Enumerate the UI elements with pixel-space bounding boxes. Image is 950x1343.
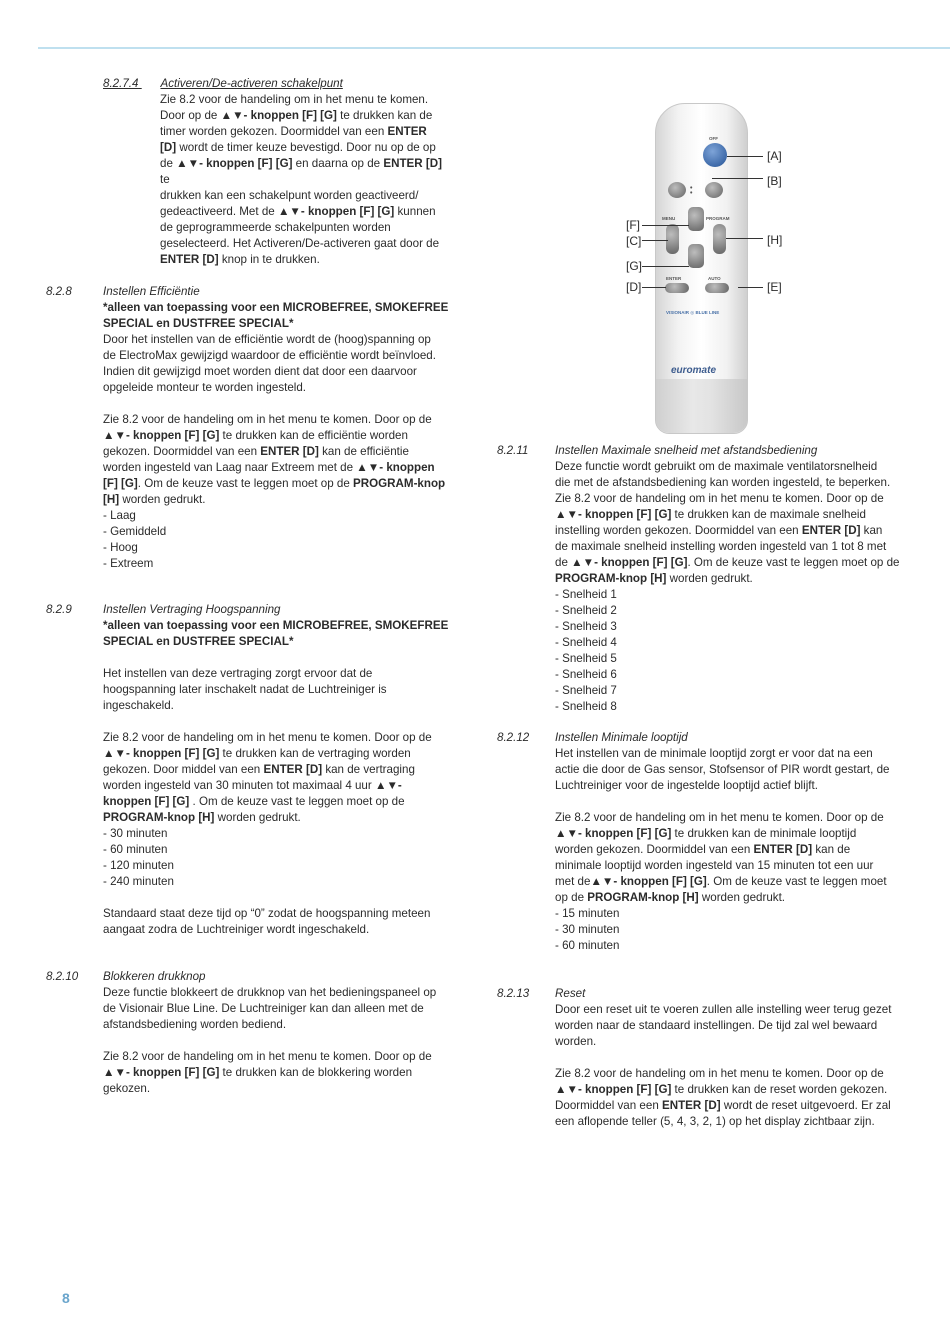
text-run: - Snelheid 2: [555, 604, 617, 617]
text-line: [555, 874, 917, 890]
text-run: - 240 minuten: [103, 875, 174, 888]
text-run: te drukken kan de minimale looptijd: [671, 827, 857, 840]
text-line: [555, 1114, 917, 1130]
off-button-a: [703, 143, 727, 167]
text-run: - Snelheid 5: [555, 652, 617, 665]
text-run: kan de vertraging: [322, 763, 415, 776]
text-run: *alleen van toepassing voor een MICROBEFREE, SMOKEFREE: [103, 301, 449, 314]
callout-label-c: [C]: [626, 234, 642, 248]
text-run: actie die door de Gas sensor, Stofsensor of PIR wordt gestart, de: [555, 763, 890, 776]
text-run: aangaat zodra de Luchtreiniger wordt ingeschakeld.: [103, 923, 370, 936]
text-run: PROGRAM-knop [H]: [103, 811, 215, 824]
text-line: [555, 475, 917, 491]
text-line: [160, 108, 453, 124]
text-line: [555, 794, 917, 810]
text-run: de: [160, 157, 177, 170]
text-run: Het instellen van de minimale looptijd zorgt er voor dat na een: [555, 747, 873, 760]
text-line: [160, 92, 453, 108]
callout-line-c: [642, 240, 668, 241]
section-heading: [103, 76, 453, 92]
text-run: Door op de: [160, 109, 221, 122]
text-run: instelling worden gekozen. Doormiddel van een: [555, 524, 802, 537]
text-run: ▲▼- knoppen [F] [G]: [590, 875, 707, 888]
section-number: 8.2.7.4: [103, 77, 139, 90]
text-line: [103, 476, 466, 492]
text-run: worden ingesteld van 30 minuten tot maximaal 4 uur: [103, 779, 375, 792]
section-number: 8.2.13: [497, 987, 530, 1000]
text-line: [103, 1065, 466, 1081]
text-run: SPECIAL en DUSTFREE SPECIAL*: [103, 635, 294, 648]
text-run: timer worden gekozen. Doormiddel van een: [160, 125, 388, 138]
text-line: [103, 618, 466, 634]
text-run: hoogspanning later inschakelt nadat de Luchtreiniger is: [103, 683, 387, 696]
text-run: ▲▼- knoppen [F] [G]: [103, 429, 220, 442]
off-label: OFF: [709, 136, 718, 141]
menu-label: MENU: [662, 216, 676, 221]
text-run: te: [160, 173, 170, 186]
text-line: [555, 635, 917, 651]
text-run: ▲▼- knoppen [F] [G]: [277, 205, 395, 218]
text-line: [555, 762, 917, 778]
callout-line-b: [712, 178, 763, 179]
text-line: [555, 459, 917, 475]
text-run: kan de: [812, 843, 851, 856]
section-8-2-13: [497, 986, 917, 1130]
text-line: [555, 890, 917, 906]
text-line: [103, 906, 466, 922]
text-line: [160, 140, 453, 156]
text-run: ▲▼- knoppen [F] [G]: [220, 109, 337, 122]
text-line: [103, 444, 466, 460]
text-line: [103, 730, 466, 746]
text-run: ENTER [D]: [753, 843, 813, 856]
text-line: [103, 300, 466, 316]
text-run: de: [555, 556, 572, 569]
text-run: gedeactiveerd. Met de: [160, 205, 278, 218]
text-run: een aflopende teller (5, 4, 3, 2, 1) op het display zichtbaar zijn.: [555, 1115, 875, 1128]
text-line: [103, 348, 466, 364]
text-run: ENTER [D]: [260, 445, 319, 458]
text-line: [103, 1049, 466, 1065]
text-line: [103, 412, 466, 428]
section-title: Blokkeren drukknop: [103, 970, 206, 983]
text-run: PROGRAM-knop: [353, 477, 446, 490]
text-run: ▲▼- knoppen [F] [G]: [176, 157, 293, 170]
text-run: met de: [555, 875, 591, 888]
section-body: [103, 300, 466, 572]
text-line: [555, 842, 917, 858]
callout-line-e: [738, 287, 763, 288]
text-run: - Gemiddeld: [103, 525, 167, 538]
section-number: 8.2.9: [46, 603, 72, 616]
text-line: [103, 492, 466, 508]
text-run: *alleen van toepassing voor een MICROBEFREE, SMOKEFREE: [103, 619, 449, 632]
text-run: ▲▼- knoppen [F] [G]: [555, 508, 672, 521]
text-run: wordt de timer keuze bevestigd. Door nu op de op: [176, 141, 436, 154]
section-body: [555, 459, 917, 715]
text-run: Zie 8.2 voor de handeling om in het menu te komen. Door op de: [103, 1050, 432, 1063]
text-run: Standaard staat deze tijd op “0” zodat de hoogspanning meteen: [103, 907, 431, 920]
section-title: Instellen Minimale looptijd: [555, 731, 688, 744]
text-run: - 120 minuten: [103, 859, 174, 872]
down-arrow-button-b: [668, 182, 686, 198]
text-line: [103, 826, 466, 842]
text-run: op de: [555, 891, 588, 904]
text-run: Doormiddel van een: [555, 1099, 662, 1112]
text-run: ▲▼- knoppen [F] [G]: [555, 1083, 672, 1096]
text-line: [555, 922, 917, 938]
header-rule: [38, 47, 950, 49]
remote-bottom: [656, 379, 747, 433]
text-run: ENTER [D]: [263, 763, 323, 776]
text-line: [103, 650, 466, 666]
text-run: Door het instellen van de efficiëntie wordt de (hoog)spanning op: [103, 333, 431, 346]
page-number: 8: [62, 1290, 70, 1306]
text-line: [103, 556, 466, 572]
text-run: en daarna op de: [292, 157, 384, 170]
text-line: [103, 316, 466, 332]
text-run: Deze functie wordt gebruikt om de maximale ventilatorsnelheid: [555, 460, 878, 473]
text-run: - Snelheid 8: [555, 700, 617, 713]
callout-label-h: [H]: [767, 233, 783, 247]
text-run: - Snelheid 4: [555, 636, 617, 649]
text-line: [555, 491, 917, 507]
callout-label-d: [D]: [626, 280, 642, 294]
callout-line-a: [727, 156, 763, 157]
section-number: 8.2.11: [497, 444, 529, 457]
callout-line-h: [726, 238, 763, 239]
text-run: te drukken kan de maximale snelheid: [671, 508, 866, 521]
text-run: Het instellen van deze vertraging zorgt ervoor dat de: [103, 667, 373, 680]
text-run: - Extreem: [103, 557, 154, 570]
text-run: - 15 minuten: [555, 907, 620, 920]
text-run: te drukken kan de: [336, 109, 433, 122]
text-run: [F] [G]: [103, 477, 138, 490]
section-title: Activeren/De-activeren schakelpunt: [160, 77, 343, 90]
auto-button-e: [705, 283, 729, 293]
text-run: ▲▼- knoppen [F] [G]: [103, 747, 220, 760]
text-line: [555, 938, 917, 954]
text-line: [103, 794, 466, 810]
text-run: Deze functie blokkeert de drukknop van het bedieningspaneel op: [103, 986, 437, 999]
text-run: - 60 minuten: [555, 939, 620, 952]
section-body: [103, 985, 466, 1097]
text-run: minimale looptijd worden ingesteld van 15 minuten tot een uur: [555, 859, 874, 872]
euromate-logo: euromate: [671, 365, 717, 376]
callout-line-d: [642, 287, 666, 288]
text-line: [555, 906, 917, 922]
text-run: Zie 8.2 voor de handeling om in het menu te komen. Door op de: [555, 1067, 884, 1080]
text-run: - Laag: [103, 509, 136, 522]
section-number: 8.2.10: [46, 970, 79, 983]
section-title: Instellen Efficiëntie: [103, 285, 200, 298]
text-line: [555, 1018, 917, 1034]
text-line: [555, 587, 917, 603]
section-title: Reset: [555, 987, 586, 1000]
text-run: Zie 8.2 voor de handeling om in het menu te komen. Door op de: [103, 413, 432, 426]
text-run: ENTER [D]: [383, 157, 442, 170]
text-line: [160, 236, 453, 252]
text-line: [555, 778, 917, 794]
text-run: - 30 minuten: [555, 923, 620, 936]
text-line: [555, 507, 917, 523]
text-line: [555, 667, 917, 683]
text-line: [103, 332, 466, 348]
callout-label-g: [G]: [626, 259, 643, 273]
text-line: [103, 508, 466, 524]
text-line: [555, 555, 917, 571]
text-run: gekozen.: [103, 1082, 151, 1095]
text-line: [160, 204, 453, 220]
text-run: PROGRAM-knop [H]: [587, 891, 699, 904]
text-run: ▲▼- knoppen [F] [G]: [555, 827, 672, 840]
text-run: Zie 8.2 voor de handeling om in het menu te komen. Door op de: [555, 492, 884, 505]
text-run: gekozen. Doormiddel van een: [103, 445, 261, 458]
text-line: [103, 778, 466, 794]
text-run: de Visionair Blue Line. De Luchtreiniger kan dan alleen met de: [103, 1002, 424, 1015]
text-run: ▲▼- knoppen [F] [G]: [103, 1066, 220, 1079]
text-line: [555, 1066, 917, 1082]
auto-label: AUTO: [708, 276, 721, 281]
text-run: worden gekozen. Doormiddel van een: [555, 843, 754, 856]
text-line: [160, 188, 453, 204]
text-run: [H]: [103, 493, 120, 506]
text-run: opgeleide monteur te worden ingesteld.: [103, 381, 307, 394]
text-run: worden gedrukt.: [214, 811, 301, 824]
text-line: [103, 810, 466, 826]
text-run: SPECIAL en DUSTFREE SPECIAL*: [103, 317, 294, 330]
text-run: - Snelheid 1: [555, 588, 617, 601]
text-line: [555, 539, 917, 555]
text-line: [555, 523, 917, 539]
text-run: [D]: [160, 141, 177, 154]
text-run: - Snelheid 7: [555, 684, 617, 697]
text-run: te drukken kan de vertraging worden: [219, 747, 411, 760]
text-line: [103, 890, 466, 906]
text-line: [103, 1001, 466, 1017]
enter-button-d: [665, 283, 689, 293]
text-run: - Snelheid 3: [555, 620, 617, 633]
text-run: - 60 minuten: [103, 843, 168, 856]
section-body: [555, 1002, 917, 1130]
text-run: - Snelheid 6: [555, 668, 617, 681]
text-run: kan: [860, 524, 883, 537]
up-arrow-button-b: [705, 182, 723, 198]
text-run: afstandsbediening worden bediend.: [103, 1018, 287, 1031]
text-line: [555, 603, 917, 619]
text-run: worden gedrukt.: [698, 891, 786, 904]
down-button-g: [688, 244, 704, 268]
text-line: [103, 1017, 466, 1033]
text-line: [103, 460, 466, 476]
text-run: ingeschakeld.: [103, 699, 174, 712]
callout-label-a: [A]: [767, 149, 782, 163]
text-run: worden.: [555, 1035, 597, 1048]
text-run: . Om de keuze vast te leggen moet: [706, 875, 887, 888]
text-run: geselecteerd. Het Activeren/De-activeren gaat door de: [160, 237, 440, 250]
text-line: [103, 666, 466, 682]
text-line: [555, 1082, 917, 1098]
text-line: [555, 1002, 917, 1018]
dots-icon: • •: [690, 185, 693, 197]
section-body: [555, 746, 917, 954]
section-8-2-8: [46, 284, 466, 572]
text-line: [555, 826, 917, 842]
section-8-2-7-4: [103, 76, 453, 268]
text-line: [555, 651, 917, 667]
text-run: wordt de reset uitgevoerd. Er zal: [720, 1099, 891, 1112]
text-run: kunnen: [394, 205, 436, 218]
text-line: [555, 1098, 917, 1114]
text-run: ▲▼- knoppen: [356, 461, 435, 474]
text-run: worden ingesteld van Laag naar Extreem met de: [103, 461, 357, 474]
text-run: . Om de keuze vast te leggen moet op de: [189, 795, 405, 808]
text-line: [160, 220, 453, 236]
text-line: [103, 762, 466, 778]
text-line: [555, 1050, 917, 1066]
text-line: [103, 540, 466, 556]
text-line: [555, 858, 917, 874]
text-run: ENTER: [387, 125, 427, 138]
text-run: gekozen. Door middel van een: [103, 763, 264, 776]
text-line: [555, 746, 917, 762]
text-run: Luchtreiniger voor de ingestelde looptijd actief blijft.: [555, 779, 818, 792]
callout-label-e: [E]: [767, 280, 782, 294]
text-run: . Om de keuze vast te leggen moet op de: [137, 477, 354, 490]
section-8-2-11: [497, 443, 917, 715]
callout-label-b: [B]: [767, 174, 782, 188]
text-run: Indien dit gewijzigd moet worden dient dat door een daarvoor: [103, 365, 417, 378]
text-run: PROGRAM-knop [H]: [555, 572, 667, 585]
text-run: ▲▼-: [374, 779, 402, 792]
text-run: worden gedrukt.: [666, 572, 753, 585]
text-line: [103, 922, 466, 938]
text-line: [103, 524, 466, 540]
callout-line-f: [642, 225, 689, 226]
text-line: [160, 252, 453, 268]
section-8-2-10: [46, 969, 466, 1097]
text-run: . Om de keuze vast te leggen moet op de: [687, 556, 900, 569]
text-line: [555, 810, 917, 826]
text-run: knoppen [F] [G]: [103, 795, 190, 808]
text-line: [103, 1033, 466, 1049]
text-line: [555, 699, 917, 715]
text-run: te drukken kan de reset worden gekozen.: [671, 1083, 888, 1096]
text-line: [555, 619, 917, 635]
text-run: drukken kan een schakelpunt worden geactiveerd/: [160, 189, 419, 202]
up-button-f: [688, 207, 704, 231]
text-line: [103, 682, 466, 698]
text-run: ▲▼- knoppen [F] [G]: [571, 556, 688, 569]
enter-label: ENTER: [666, 276, 682, 281]
program-button-h: [713, 224, 726, 254]
section-body: [160, 92, 453, 268]
text-run: Zie 8.2 voor de handeling om in het menu te komen. Door op de: [103, 731, 432, 744]
text-line: [103, 985, 466, 1001]
text-line: [103, 714, 466, 730]
text-line: [103, 874, 466, 890]
section-number: 8.2.12: [497, 731, 530, 744]
callout-line-g: [642, 266, 689, 267]
callout-label-f: [F]: [626, 218, 640, 232]
text-run: de ElectroMax gewijzigd waardoor de efficiëntie wordt beïnvloed.: [103, 349, 436, 362]
program-label: PROGRAM: [706, 216, 730, 221]
text-run: worden naar de standaard instellingen. De tijd zal wel bewaard: [555, 1019, 878, 1032]
text-run: te drukken kan de efficiëntie worden: [219, 429, 408, 442]
remote-control-image: [655, 103, 748, 434]
text-line: [555, 1034, 917, 1050]
section-number: 8.2.8: [46, 285, 72, 298]
text-line: [103, 698, 466, 714]
text-line: [103, 858, 466, 874]
text-run: - 30 minuten: [103, 827, 168, 840]
menu-button-c: [666, 224, 679, 254]
text-run: die met de afstandsbediening kan worden ingesteld, te beperken.: [555, 476, 891, 489]
text-line: [103, 380, 466, 396]
text-run: worden gedrukt.: [119, 493, 206, 506]
text-line: [160, 156, 453, 188]
text-line: [555, 571, 917, 587]
text-run: Zie 8.2 voor de handeling om in het menu te komen.: [160, 93, 429, 106]
text-line: [160, 124, 453, 140]
text-run: de maximale snelheid instelling worden ingesteld van 1 tot 8 met: [555, 540, 887, 553]
brand-line: VISIONAIR ◎ BLUE LINE: [666, 310, 720, 315]
text-line: [103, 396, 466, 412]
section-title: Instellen Maximale snelheid met afstandsbediening: [555, 444, 818, 457]
text-line: [103, 746, 466, 762]
text-run: te drukken kan de blokkering worden: [219, 1066, 413, 1079]
text-run: knop in te drukken.: [218, 253, 320, 266]
text-run: ENTER [D]: [801, 524, 861, 537]
text-line: [103, 1081, 466, 1097]
text-run: ENTER [D]: [661, 1099, 721, 1112]
text-line: [103, 428, 466, 444]
text-run: - Hoog: [103, 541, 138, 554]
text-line: [555, 683, 917, 699]
section-title: Instellen Vertraging Hoogspanning: [103, 603, 281, 616]
text-line: [103, 364, 466, 380]
text-run: ENTER [D]: [160, 253, 219, 266]
section-8-2-9: [46, 602, 466, 938]
text-run: kan de efficiëntie: [318, 445, 409, 458]
section-body: [103, 618, 466, 938]
section-8-2-12: [497, 730, 917, 954]
text-run: Door een reset uit te voeren zullen alle instelling weer terug gezet: [555, 1003, 892, 1016]
text-run: Zie 8.2 voor de handeling om in het menu te komen. Door op de: [555, 811, 884, 824]
text-run: de geprogrammeerde schakelpunten worden: [160, 221, 391, 234]
text-line: [103, 634, 466, 650]
text-line: [103, 842, 466, 858]
